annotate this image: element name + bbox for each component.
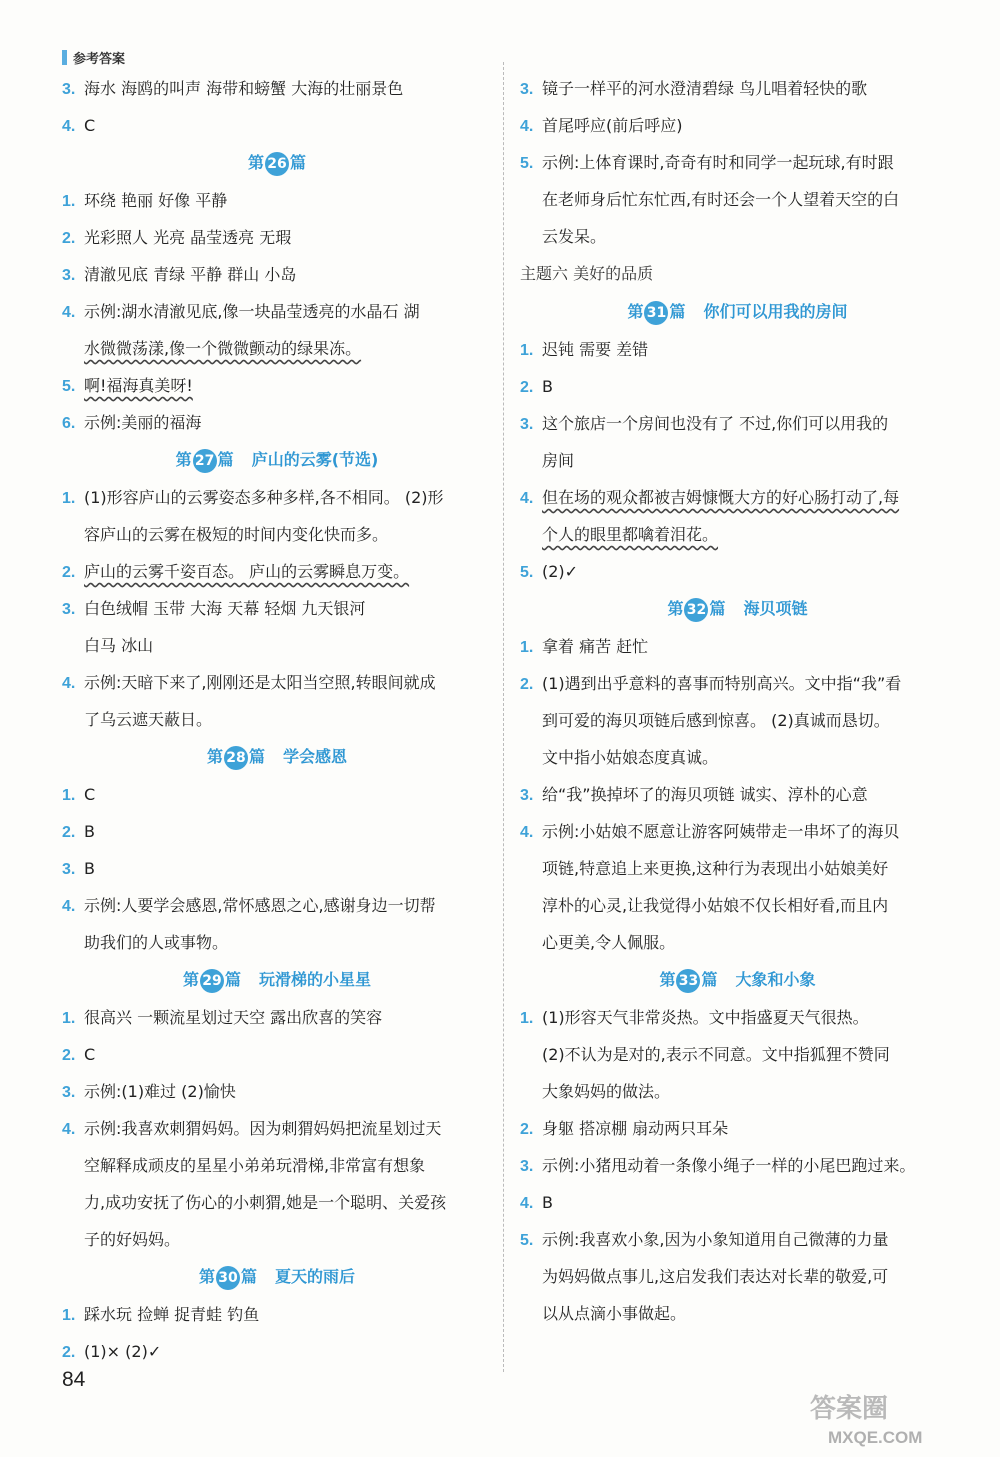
question-number: 3. <box>62 601 76 618</box>
answer-text: 示例:小猪甩动着一条像小绳子一样的小尾巴跑过来。 <box>542 1156 916 1175</box>
answer-line <box>520 887 955 924</box>
answer-text: (1)形容天气非常炎热。文中指盛夏天气很热。 <box>542 1008 869 1027</box>
answer-line <box>520 850 955 887</box>
section-title <box>62 1258 492 1296</box>
section-number-badge: 26 <box>265 152 289 176</box>
answer-text: 淳朴的心灵,让我觉得小姑娘不仅长相好看,而且内 <box>542 896 889 915</box>
question-number: 3. <box>520 81 534 98</box>
answer-line <box>62 1333 492 1370</box>
answer-line <box>62 107 492 144</box>
section-suffix: 篇 <box>248 747 265 766</box>
question-number: 1. <box>520 1010 534 1027</box>
answer-text: 大象妈妈的做法。 <box>542 1082 671 1101</box>
answer-text: (2)不认为是对的,表示不同意。文中指狐狸不赞同 <box>542 1045 890 1064</box>
answer-line <box>520 107 955 144</box>
answer-line <box>520 1295 955 1332</box>
theme-heading: 主题六 美好的品质 <box>520 264 654 283</box>
answer-line <box>520 553 955 590</box>
answer-line <box>62 256 492 293</box>
section-number-badge: 30 <box>216 1266 240 1290</box>
answer-text: 文中指小姑娘态度真诚。 <box>542 748 719 767</box>
answer-line <box>62 219 492 256</box>
question-number: 1. <box>62 1010 76 1027</box>
section-number-badge: 27 <box>193 449 217 473</box>
answer-line <box>62 404 492 441</box>
answer-text: 光彩照人 光亮 晶莹透亮 无瑕 <box>84 228 292 247</box>
question-number: 1. <box>520 639 534 656</box>
answer-text: (1)× (2)✓ <box>84 1342 162 1361</box>
answer-text: 水微微荡漾,像一个微微颤动的绿果冻。 <box>84 339 362 358</box>
section-suffix: 篇 <box>290 153 307 172</box>
question-number: 4. <box>62 675 76 692</box>
section-suffix: 篇 <box>240 1267 257 1286</box>
section-number-badge: 29 <box>200 969 224 993</box>
answer-line <box>62 1036 492 1073</box>
answer-line <box>62 776 492 813</box>
question-number: 3. <box>62 267 76 284</box>
question-number: 5. <box>520 564 534 581</box>
answer-text: 心更美,令人佩服。 <box>542 933 676 952</box>
answer-line <box>62 1073 492 1110</box>
answer-line <box>62 1184 492 1221</box>
answer-text: 了乌云遮天蔽日。 <box>84 710 213 729</box>
question-number: 1. <box>62 1307 76 1324</box>
section-prefix: 第 <box>206 747 223 766</box>
answer-line <box>62 701 492 738</box>
section-number-badge: 31 <box>644 301 668 325</box>
section-number-badge: 33 <box>676 969 700 993</box>
answer-line <box>520 702 955 739</box>
question-number: 5. <box>62 378 76 395</box>
answer-text: C <box>84 1045 96 1064</box>
answer-line <box>520 442 955 479</box>
answer-text: 清澈见底 青绿 平静 群山 小岛 <box>84 265 297 284</box>
question-number: 3. <box>62 81 76 98</box>
section-prefix: 第 <box>247 153 264 172</box>
section-title <box>520 961 955 999</box>
answer-line <box>62 293 492 330</box>
question-number: 4. <box>520 824 534 841</box>
header-label: 参考答案 <box>73 52 126 67</box>
answer-text: 空解释成顽皮的星星小弟弟玩滑梯,非常富有想象 <box>84 1156 426 1175</box>
answer-text: 迟钝 需要 差错 <box>542 340 649 359</box>
answer-line <box>62 553 492 590</box>
answer-text: 但在场的观众都被吉姆慷慨大方的好心肠打动了,每 <box>542 488 900 507</box>
answer-text: 示例:(1)难过 (2)愉快 <box>84 1082 236 1101</box>
answer-text: 拿着 痛苦 赶忙 <box>542 637 649 656</box>
question-number: 1. <box>62 787 76 804</box>
answer-text: 白马 冰山 <box>84 636 154 655</box>
question-number: 4. <box>62 304 76 321</box>
answer-text: 白色绒帽 玉带 大海 天幕 轻烟 九天银河 <box>84 599 366 618</box>
section-suffix: 篇 <box>701 970 718 989</box>
answer-text: B <box>542 1193 553 1212</box>
section-heading: 大象和小象 <box>735 970 816 989</box>
answer-text: 子的好妈妈。 <box>84 1230 181 1249</box>
answer-line <box>520 70 955 107</box>
answer-line <box>520 628 955 665</box>
question-number: 3. <box>520 787 534 804</box>
question-number: 4. <box>520 490 534 507</box>
section-heading: 你们可以用我的房间 <box>703 302 848 321</box>
section-title <box>520 590 955 628</box>
answer-line <box>520 1258 955 1295</box>
answer-text: 为妈妈做点事儿,这启发我们表达对长辈的敬爱,可 <box>542 1267 889 1286</box>
answer-line <box>62 887 492 924</box>
section-suffix: 篇 <box>669 302 686 321</box>
question-number: 2. <box>62 230 76 247</box>
answer-text: 镜子一样平的河水澄清碧绿 鸟儿唱着轻快的歌 <box>542 79 868 98</box>
answer-line <box>520 181 955 218</box>
answer-line <box>62 1296 492 1333</box>
answer-line <box>62 330 492 367</box>
answer-text: 力,成功安抚了伤心的小刺猬,她是一个聪明、关爱孩 <box>84 1193 447 1212</box>
question-number: 2. <box>62 564 76 581</box>
header-bar <box>62 50 67 65</box>
answer-line <box>62 999 492 1036</box>
question-number: 1. <box>520 342 534 359</box>
question-number: 6. <box>62 415 76 432</box>
answer-text: 示例:湖水清澈见底,像一块晶莹透亮的水晶石 湖 <box>84 302 420 321</box>
answer-text: 环绕 艳丽 好像 平静 <box>84 191 228 210</box>
answer-text: C <box>84 785 96 804</box>
answer-line <box>62 924 492 961</box>
answer-line <box>520 1073 955 1110</box>
answer-line <box>520 1221 955 1258</box>
answer-text: 示例:天暗下来了,刚刚还是太阳当空照,转眼间就成 <box>84 673 436 692</box>
question-number: 4. <box>62 118 76 135</box>
answer-line <box>520 1036 955 1073</box>
answer-text: 示例:小姑娘不愿意让游客阿姨带走一串坏了的海贝 <box>542 822 900 841</box>
answer-line <box>520 1147 955 1184</box>
answer-text: 到可爱的海贝项链后感到惊喜。 (2)真诚而恳切。 <box>542 711 890 730</box>
section-suffix: 篇 <box>224 970 241 989</box>
answer-text: 啊!福海真美呀! <box>84 376 193 395</box>
answer-text: 首尾呼应(前后呼应) <box>542 116 683 135</box>
answer-line <box>62 664 492 701</box>
section-number-badge: 28 <box>224 746 248 770</box>
section-number-badge: 32 <box>684 598 708 622</box>
question-number: 2. <box>520 1121 534 1138</box>
answer-text: 在老师身后忙东忙西,有时还会一个人望着天空的白 <box>542 190 900 209</box>
answer-line <box>62 1147 492 1184</box>
answer-line <box>520 368 955 405</box>
page-number: 84 <box>62 1368 86 1391</box>
answer-text: 庐山的云雾千姿百态。 庐山的云雾瞬息万变。 <box>84 562 410 581</box>
answer-line <box>520 776 955 813</box>
section-title <box>520 293 955 331</box>
section-heading: 夏天的雨后 <box>275 1267 356 1286</box>
section-title <box>62 441 492 479</box>
answer-text: 房间 <box>542 451 575 470</box>
answer-line <box>62 182 492 219</box>
question-number: 4. <box>520 118 534 135</box>
answer-line <box>62 1110 492 1147</box>
question-number: 2. <box>62 1344 76 1361</box>
answer-line <box>520 1184 955 1221</box>
section-prefix: 第 <box>198 1267 215 1286</box>
question-number: 2. <box>62 824 76 841</box>
answer-line <box>62 479 492 516</box>
section-prefix: 第 <box>659 970 676 989</box>
section-title <box>62 144 492 182</box>
answer-text: (2)✓ <box>542 562 579 581</box>
answer-text: B <box>84 859 95 878</box>
answer-text: 容庐山的云雾在极短的时间内变化快而多。 <box>84 525 389 544</box>
question-number: 5. <box>520 1232 534 1249</box>
answer-line <box>520 218 955 255</box>
answer-line <box>520 405 955 442</box>
answer-line <box>520 479 955 516</box>
section-prefix: 第 <box>627 302 644 321</box>
answer-line <box>520 1110 955 1147</box>
watermark-url: MXQE.COM <box>828 1428 923 1447</box>
question-number: 2. <box>520 379 534 396</box>
answer-line <box>62 516 492 553</box>
section-suffix: 篇 <box>217 450 234 469</box>
question-number: 1. <box>62 490 76 507</box>
answer-text: 云发呆。 <box>542 227 607 246</box>
answer-text: 给“我”换掉坏了的海贝项链 诚实、淳朴的心意 <box>542 785 868 804</box>
section-prefix: 第 <box>175 450 192 469</box>
answer-line <box>520 999 955 1036</box>
answer-text: C <box>84 116 96 135</box>
answer-text: 这个旅店一个房间也没有了 不过,你们可以用我的 <box>542 414 889 433</box>
answer-text: (1)形容庐山的云雾姿态多种多样,各不相同。 (2)形 <box>84 488 444 507</box>
answer-line <box>520 516 955 553</box>
answer-line <box>62 813 492 850</box>
answer-line <box>62 1221 492 1258</box>
page-header <box>62 48 125 67</box>
section-heading: 玩滑梯的小星星 <box>259 970 372 989</box>
answer-line <box>62 367 492 404</box>
left-column <box>62 70 492 1370</box>
question-number: 1. <box>62 193 76 210</box>
section-prefix: 第 <box>182 970 199 989</box>
question-number: 4. <box>62 1121 76 1138</box>
question-number: 2. <box>62 1047 76 1064</box>
answer-line <box>62 627 492 664</box>
question-number: 2. <box>520 676 534 693</box>
answer-text: (1)遇到出乎意料的喜事而特别高兴。文中指“我”看 <box>542 674 902 693</box>
answer-line <box>62 850 492 887</box>
answer-text: 示例:上体育课时,奇奇有时和同学一起玩球,有时跟 <box>542 153 894 172</box>
answer-text: 以从点滴小事做起。 <box>542 1304 687 1323</box>
answer-text: 个人的眼里都噙着泪花。 <box>542 525 719 544</box>
answer-line <box>520 924 955 961</box>
question-number: 3. <box>62 1084 76 1101</box>
answer-text: 助我们的人或事物。 <box>84 933 229 952</box>
answer-line <box>520 144 955 181</box>
section-title <box>62 961 492 999</box>
section-prefix: 第 <box>667 599 684 618</box>
answer-line <box>62 70 492 107</box>
watermark-logo: 答案圈 <box>810 1394 889 1424</box>
column-divider <box>503 62 504 1372</box>
question-number: 3. <box>520 1158 534 1175</box>
section-suffix: 篇 <box>709 599 726 618</box>
answer-text: 项链,特意追上来更换,这种行为表现出小姑娘美好 <box>542 859 889 878</box>
section-heading: 学会感恩 <box>283 747 348 766</box>
answer-text: 踩水玩 捡蝉 捉青蛙 钓鱼 <box>84 1305 260 1324</box>
section-title <box>62 738 492 776</box>
section-heading: 海贝项链 <box>743 599 808 618</box>
answer-line <box>520 665 955 702</box>
question-number: 3. <box>62 861 76 878</box>
answer-line <box>520 739 955 776</box>
answer-text: 示例:我喜欢小象,因为小象知道用自己微薄的力量 <box>542 1230 889 1249</box>
question-number: 4. <box>520 1195 534 1212</box>
answer-text: 很高兴 一颗流星划过天空 露出欣喜的笑容 <box>84 1008 383 1027</box>
question-number: 4. <box>62 898 76 915</box>
section-heading: 庐山的云雾(节选) <box>251 450 379 469</box>
answer-text: 示例:我喜欢刺猬妈妈。因为刺猬妈妈把流星划过天 <box>84 1119 442 1138</box>
answer-line <box>62 590 492 627</box>
answer-text: 示例:美丽的福海 <box>84 413 202 432</box>
question-number: 3. <box>520 416 534 433</box>
answer-text: 海水 海鸥的叫声 海带和螃蟹 大海的壮丽景色 <box>84 79 404 98</box>
answer-text: 示例:人要学会感恩,常怀感恩之心,感谢身边一切帮 <box>84 896 436 915</box>
answer-text: B <box>84 822 95 841</box>
answer-text: 身躯 搭凉棚 扇动两只耳朵 <box>542 1119 729 1138</box>
answer-line <box>520 331 955 368</box>
answer-line <box>520 813 955 850</box>
answer-text: B <box>542 377 553 396</box>
right-column <box>520 70 955 1332</box>
question-number: 5. <box>520 155 534 172</box>
